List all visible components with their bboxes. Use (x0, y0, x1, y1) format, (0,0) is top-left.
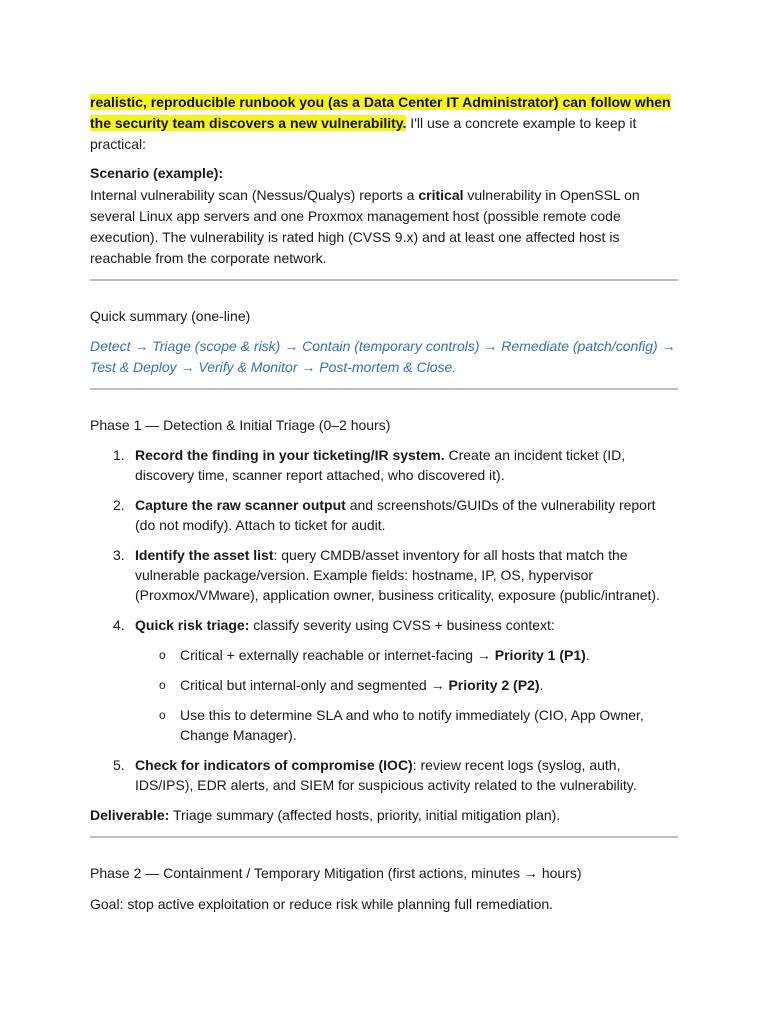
bullet-icon: o (159, 648, 166, 662)
priority-label: Priority 2 (P2) (448, 677, 540, 693)
step-title: Identify the asset list (135, 547, 274, 563)
scenario-critical: critical (418, 187, 464, 203)
sub-list-item (135, 645, 678, 665)
summary-heading: Quick summary (one-line) (90, 308, 251, 324)
step-number: 1. (113, 447, 125, 463)
intro-rest: I'll use a concrete example to keep it practical: (90, 115, 637, 152)
scenario-text-after: vulnerability in OpenSSL on several Linux app servers and one Proxmox management host (possible remote code execution). The vulnerability is rated high (CVSS 9.x) and at least one affected host is reachable from the corporate network. (90, 187, 640, 266)
step-number: 5. (113, 757, 125, 773)
list-item (90, 495, 678, 535)
phase1-heading: Phase 1 — Detection & Initial Triage (0–2 hours) (90, 417, 391, 433)
phase2-heading: Phase 2 — Containment / Temporary Mitigation (first actions, minutes → hours) (90, 865, 582, 881)
phase2-goal: Goal: stop active exploitation or reduce risk while planning full remediation. (90, 896, 554, 912)
sub-text: Critical but internal-only and segmented → (180, 677, 449, 693)
step-text: classify severity using CVSS + business context: (249, 617, 555, 633)
sub-list (135, 645, 678, 745)
phase1-steps (90, 445, 678, 795)
step-title: Quick risk triage: (135, 617, 250, 633)
sub-after: . (585, 647, 590, 663)
step-title: Record the finding in your ticketing/IR system. (135, 447, 445, 463)
intro-paragraph (90, 92, 678, 155)
step-text: and screenshots/GUIDs of the vulnerability report (do not modify). Attach to ticket for audit. (135, 497, 656, 533)
scenario-text (90, 185, 678, 269)
divider (90, 279, 678, 281)
step-text: : review recent logs (syslog, auth, IDS/IPS), EDR alerts, and SIEM for suspicious activity related to the vulnerability. (135, 757, 637, 793)
scenario-heading: Scenario (example): (90, 165, 224, 181)
step-number: 3. (113, 547, 125, 563)
sub-list-item (135, 675, 678, 695)
list-item (90, 445, 678, 485)
list-item (90, 615, 678, 745)
divider (90, 388, 678, 390)
priority-label: Priority 1 (P1) (494, 647, 586, 663)
bullet-icon: o (159, 708, 166, 722)
step-title: Capture the raw scanner output (135, 497, 346, 513)
list-item (90, 545, 678, 605)
step-text: : query CMDB/asset inventory for all hosts that match the vulnerable package/version. Example fields: hostname, IP, OS, hypervisor (Proxmox/VMware), application owner, business criticality, exposure (public/intranet). (135, 547, 660, 603)
intro-highlight: realistic, reproducible runbook you (as a Data Center IT Administrator) can follow when the security team discovers a new vulnerability. (90, 94, 671, 131)
sub-text: Use this to determine SLA and who to notify immediately (CIO, App Owner, Change Manager). (180, 707, 644, 743)
sub-after: . (539, 677, 544, 693)
bullet-icon: o (159, 678, 166, 692)
deliverable (90, 805, 678, 826)
sub-text: Critical + externally reachable or internet-facing → (180, 647, 495, 663)
step-number: 4. (113, 617, 125, 633)
summary-text: Detect → Triage (scope & risk) → Contain (temporary controls) → Remediate (patch/config) → Test & Deploy → Verify & Monitor → Post-mortem & Close. (90, 338, 676, 375)
deliverable-label: Deliverable: (90, 807, 170, 823)
divider (90, 836, 678, 838)
step-text: Create an incident ticket (ID, discovery time, scanner report attached, who discovered it). (135, 447, 626, 483)
deliverable-text: Triage summary (affected hosts, priority, initial mitigation plan). (169, 807, 561, 823)
step-title: Check for indicators of compromise (IOC) (135, 757, 413, 773)
list-item (90, 755, 678, 795)
step-number: 2. (113, 497, 125, 513)
sub-list-item (135, 705, 678, 745)
scenario-text-before: Internal vulnerability scan (Nessus/Qualys) reports a (90, 187, 419, 203)
